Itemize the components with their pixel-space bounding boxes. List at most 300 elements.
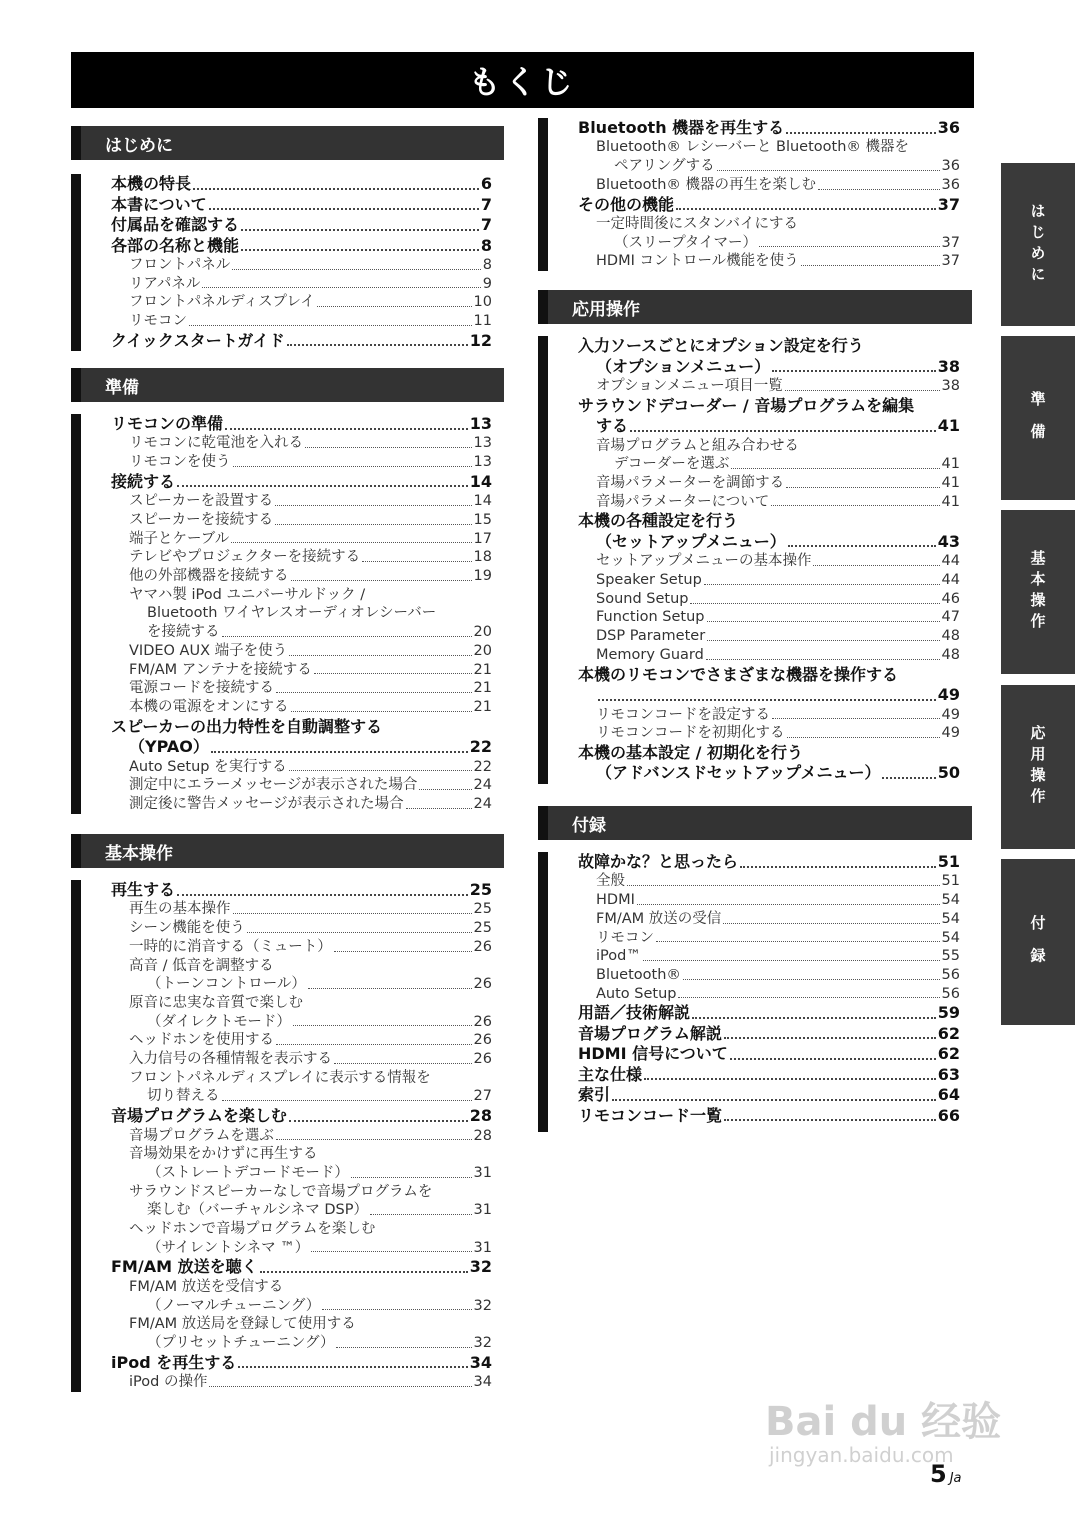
toc-entry (578, 743, 960, 764)
toc-entry (111, 737, 492, 758)
toc-page-number: 7 (480, 215, 492, 234)
dot-leader (772, 718, 940, 719)
dot-leader (785, 390, 940, 391)
toc-entry-title: を接続する (147, 624, 220, 641)
toc-subentry (578, 437, 960, 456)
toc-page-number: 17 (473, 530, 492, 547)
toc-page-number: 14 (473, 493, 492, 510)
toc-entry-title: （スリープタイマー） (614, 234, 757, 251)
toc-entry-title: Bluetooth® レシーバーと Bluetooth® 機器を (596, 139, 910, 156)
toc-entry-title: VIDEO AUX 端子を使う (129, 642, 288, 659)
toc-subentry (111, 492, 492, 511)
toc-subentry (111, 1127, 492, 1146)
toc-entry-title: 一定時間後にスタンバイにする (596, 216, 798, 233)
toc-page-number: 48 (941, 646, 960, 663)
toc-subentry (578, 252, 960, 271)
dot-leader (322, 1309, 471, 1310)
section-title: 付録 (538, 806, 972, 840)
toc-entry-title: （ストレートデコードモード） (147, 1164, 349, 1181)
toc-subentry (111, 642, 492, 661)
dot-leader (370, 1214, 472, 1215)
toc-entry (111, 195, 492, 216)
toc-entry-title: HDMI (596, 892, 635, 909)
toc-subentry (111, 1087, 492, 1106)
toc-subentry (578, 176, 960, 195)
toc-page-number: 26 (473, 1032, 492, 1049)
side-tab-furoku[interactable]: 付 録 (1001, 859, 1075, 1025)
toc-subentry (578, 493, 960, 512)
toc-page-number: 51 (941, 873, 960, 890)
toc-subentry (111, 1220, 492, 1239)
toc-entry (111, 414, 492, 435)
toc-page-number: 49 (941, 706, 960, 723)
toc-subentry (578, 910, 960, 929)
toc-page-number: 34 (473, 1374, 492, 1391)
toc-subentry (578, 891, 960, 910)
toc-subentry (578, 474, 960, 493)
toc-page-number: 25 (473, 920, 492, 937)
toc-page-number: 51 (937, 852, 960, 871)
toc-page-number: 12 (469, 330, 492, 350)
toc-page-number: 66 (937, 1105, 960, 1125)
toc-entry-title: 各部の名称と機能 (111, 235, 240, 255)
toc-subentry (111, 1373, 492, 1392)
toc-page-number: 13 (469, 414, 492, 433)
toc-entry-title: リモコンの準備 (111, 414, 224, 433)
toc-page-number: 36 (941, 176, 960, 193)
toc-entry (111, 331, 492, 352)
toc-entry-title: （セットアップメニュー） (596, 531, 786, 551)
toc-entry-title: （プリセットチューニング） (147, 1334, 335, 1351)
toc-page-number: 32 (469, 1257, 492, 1277)
toc-entry-title: セットアップメニューの基本操作 (596, 553, 812, 570)
toc-subentry (578, 157, 960, 176)
toc-subentry (111, 1297, 492, 1316)
toc-page-number: 41 (941, 493, 960, 510)
toc-page-number: 22 (469, 737, 492, 757)
dot-leader (231, 542, 471, 543)
dot-leader (787, 737, 940, 738)
toc-page-number: 44 (941, 553, 960, 570)
toc-subentry (578, 455, 960, 474)
toc-page-number: 48 (941, 628, 960, 645)
toc-page-number: 10 (473, 294, 492, 311)
toc-entry-title: 入力ソースごとにオプション設定を行う (578, 336, 864, 355)
toc-entry-title: 本機の各種設定を行う (578, 511, 739, 531)
dot-leader (351, 1177, 472, 1178)
toc-subentry (111, 1013, 492, 1032)
toc-subentry (111, 938, 492, 957)
toc-page-number: 28 (473, 1127, 492, 1144)
dot-leader (818, 189, 940, 190)
dot-leader (334, 951, 472, 952)
dot-leader (308, 988, 472, 989)
dot-leader (241, 229, 479, 231)
toc-page-number: 54 (941, 910, 960, 927)
dot-leader (291, 580, 472, 581)
toc-entry (111, 1257, 492, 1278)
toc-entry (578, 396, 960, 417)
dot-leader (644, 1078, 936, 1080)
toc-subentry (111, 293, 492, 312)
dot-leader (759, 246, 940, 247)
toc-page-number: 41 (941, 456, 960, 473)
toc-subentry (578, 571, 960, 590)
dot-leader (706, 659, 940, 660)
toc-page-number: 9 (482, 275, 492, 292)
toc-entry-title: Function Setup (596, 609, 705, 626)
dot-leader (211, 751, 468, 753)
toc-subentry (111, 1315, 492, 1334)
section-furoku (538, 806, 972, 1132)
toc-list (538, 336, 972, 784)
toc-page-number: 8 (482, 256, 492, 273)
dot-leader (189, 325, 472, 326)
dot-leader (222, 636, 472, 637)
toc-subentry (578, 609, 960, 628)
toc-page-number: 47 (941, 609, 960, 626)
toc-subentry (578, 724, 960, 743)
toc-entry-title: Bluetooth ワイヤレスオーディオレシーバー (147, 605, 437, 622)
dot-leader (786, 487, 939, 488)
toc-entry-title: Bluetooth 機器を再生する (578, 118, 785, 137)
toc-page-number: 62 (937, 1044, 960, 1064)
toc-subentry (578, 947, 960, 966)
toc-subentry (578, 873, 960, 892)
dot-leader (222, 1100, 472, 1101)
toc-entry-title: ペアリングする (614, 158, 715, 175)
toc-entry-title: 電源コードを接続する (129, 680, 274, 697)
toc-page-number: 37 (937, 194, 960, 214)
toc-page-number: 55 (941, 948, 960, 965)
toc-entry-title: （サイレントシネマ ™） (147, 1239, 310, 1256)
toc-page-number: 28 (469, 1106, 492, 1126)
toc-entry (111, 215, 492, 236)
toc-list (538, 118, 972, 271)
toc-page-number: 56 (941, 966, 960, 983)
toc-subentry (111, 1239, 492, 1258)
dot-leader (786, 132, 936, 134)
dot-leader (723, 923, 939, 924)
toc-entry-title: クイックスタートガイド (111, 330, 285, 350)
toc-subentry (111, 275, 492, 294)
toc-page-number: 56 (941, 985, 960, 1002)
toc-page-number: 18 (473, 549, 492, 566)
toc-subentry (578, 966, 960, 985)
toc-subentry (111, 548, 492, 567)
toc-page-number: 32 (473, 1297, 492, 1314)
toc-entry-title: サラウンドスピーカーなしで音場プログラムを (129, 1183, 433, 1200)
toc-subentry (578, 377, 960, 396)
toc-entry (578, 1044, 960, 1065)
toc-entry-title: する (596, 416, 629, 436)
toc-entry-title: 音場パラメーターについて (596, 493, 770, 510)
toc-entry (111, 236, 492, 257)
dot-leader (276, 692, 472, 693)
toc-page-number: 26 (473, 938, 492, 955)
dot-leader (238, 1366, 468, 1368)
toc-entry-title: Speaker Setup (596, 572, 702, 589)
toc-page-number: 26 (473, 1050, 492, 1067)
toc-entry-title: 再生の基本操作 (129, 901, 231, 918)
toc-entry-title: 測定後に警告メッセージが表示された場合 (129, 795, 404, 812)
toc-entry-title: FM/AM 放送を受信する (129, 1278, 284, 1295)
toc-entry-title: デコーダーを選ぶ (614, 456, 730, 473)
toc-list (71, 880, 504, 1392)
toc-entry (111, 174, 492, 195)
dot-leader (717, 170, 940, 171)
dot-leader (209, 1386, 471, 1387)
toc-entry (111, 1106, 492, 1127)
toc-entry-title: iPod を再生する (111, 1352, 237, 1372)
toc-entry-title: 本機のリモコンでさまざまな機器を操作する (578, 664, 899, 684)
toc-subentry (111, 1164, 492, 1183)
toc-entry-title: リモコンコードを設定する (596, 706, 770, 723)
toc-subentry (111, 605, 492, 624)
toc-subentry (111, 586, 492, 605)
toc-entry (111, 1353, 492, 1374)
toc-entry-title: その他の機能 (578, 194, 675, 214)
toc-page-number: 62 (937, 1023, 960, 1043)
toc-subentry (111, 623, 492, 642)
toc-entry-title: 索引 (578, 1085, 611, 1105)
toc-entry-title: 音場効果をかけずに再生する (129, 1146, 318, 1163)
dot-leader (276, 1044, 472, 1045)
toc-entry (578, 416, 960, 437)
toc-page-number: 36 (941, 158, 960, 175)
dot-leader (276, 1139, 472, 1140)
toc-entry (578, 665, 960, 686)
toc-subentry (111, 994, 492, 1013)
toc-entry-title: 音場プログラム解説 (578, 1023, 722, 1043)
toc-subentry (111, 1183, 492, 1202)
toc-entry-title: ヘッドホンで音場プログラムを楽しむ (129, 1220, 376, 1237)
toc-page-number: 37 (941, 253, 960, 270)
dot-leader (233, 466, 472, 467)
toc-page-number: 20 (473, 624, 492, 641)
dot-leader (232, 269, 481, 270)
toc-entry-title: Auto Setup (596, 985, 677, 1002)
toc-entry-title: 端子とケーブル (129, 530, 230, 547)
toc-entry-title: FM/AM 放送の受信 (596, 910, 722, 927)
dot-leader (656, 941, 940, 942)
watermark-url: jingyan.baidu.com (769, 1443, 954, 1467)
toc-entry-title: 音場プログラムを選ぶ (129, 1127, 274, 1144)
toc-page-number: 44 (941, 572, 960, 589)
toc-subentry (111, 901, 492, 920)
dot-leader (260, 1271, 468, 1273)
toc-page-number: 22 (473, 758, 492, 775)
toc-entry-title: 全般 (596, 873, 625, 890)
side-tab-hajimeni[interactable]: はじめに (1001, 163, 1075, 326)
toc-entry-title: サラウンドデコーダー / 音場プログラムを編集 (578, 395, 915, 415)
toc-entry-title: HDMI コントロール機能を使う (596, 253, 799, 270)
toc-entry-title: 主な仕様 (578, 1064, 643, 1084)
toc-entry-title: リモコンに乾電池を入れる (129, 435, 303, 452)
toc-subentry (111, 1069, 492, 1088)
toc-page-number: 20 (473, 642, 492, 659)
toc-subentry (578, 929, 960, 948)
toc-subentry (111, 661, 492, 680)
toc-entry-title: （ダイレクトモード） (147, 1013, 291, 1030)
toc-page-number: 26 (473, 976, 492, 993)
toc-entry (578, 336, 960, 357)
toc-entry (111, 880, 492, 901)
dot-leader (291, 711, 472, 712)
section-ouyou (538, 290, 972, 784)
toc-entry-title: Sound Setup (596, 590, 689, 607)
toc-entry-title: オプションメニュー項目一覧 (596, 377, 783, 394)
toc-page-number: 41 (941, 475, 960, 492)
watermark-brand: Bai du 经验 (765, 1399, 1002, 1445)
toc-subentry (111, 698, 492, 717)
toc-entry-title: 音場プログラムを楽しむ (111, 1106, 287, 1126)
dot-leader (637, 904, 940, 905)
toc-subentry (111, 256, 492, 275)
section-kihon-continued (538, 118, 972, 271)
toc-entry-title: ヤマハ製 iPod ユニバーサルドック / (129, 586, 366, 603)
dot-leader (730, 1058, 936, 1060)
section-title: はじめに (71, 126, 504, 160)
side-tab-junbi[interactable]: 準 備 (1001, 336, 1075, 500)
toc-entry-title: 音場プログラムと組み合わせる (596, 437, 799, 454)
toc-entry-title: 原音に忠実な音質で楽しむ (129, 994, 303, 1011)
toc-entry (578, 1085, 960, 1106)
dot-leader (317, 306, 472, 307)
dot-leader (683, 979, 940, 980)
dot-leader (177, 894, 468, 896)
dot-leader (692, 1017, 936, 1019)
toc-entry-title: 音場パラメーターを調節する (596, 475, 785, 492)
toc-subentry (111, 679, 492, 698)
toc-entry (578, 1065, 960, 1086)
toc-page-number: 31 (473, 1164, 492, 1181)
toc-subentry (578, 646, 960, 665)
toc-entry-title: リモコン (129, 313, 187, 330)
toc-subentry (111, 453, 492, 472)
toc-subentry (578, 985, 960, 1004)
section-kihon (71, 834, 504, 1392)
dot-leader (406, 808, 472, 809)
dot-leader (362, 561, 471, 562)
toc-entry-title: DSP Parameter (596, 628, 706, 645)
toc-entry-title: HDMI 信号について (578, 1044, 728, 1064)
toc-page-number: 64 (937, 1085, 960, 1105)
side-tab-kihon[interactable]: 基本操作 (1001, 510, 1075, 674)
toc-subentry (111, 1334, 492, 1353)
dot-leader (740, 866, 936, 868)
side-tab-ouyou[interactable]: 応用操作 (1001, 685, 1075, 849)
toc-page-number: 25 (469, 880, 492, 899)
toc-subentry (578, 627, 960, 646)
toc-entry-title: 本機の電源をオンにする (129, 698, 289, 715)
dot-leader (311, 1251, 471, 1252)
toc-page-number: 13 (473, 435, 492, 452)
dot-leader (676, 208, 936, 210)
dot-leader (289, 1120, 468, 1122)
dot-leader (630, 430, 936, 432)
dot-leader (724, 1119, 936, 1121)
toc-page-number: 24 (473, 777, 492, 794)
toc-entry-title: リモコンを使う (129, 454, 231, 471)
dot-leader (225, 428, 468, 430)
toc-entry-title: 再生する (111, 880, 176, 899)
toc-entry-title: 付属品を確認する (111, 215, 240, 234)
toc-subentry (111, 312, 492, 331)
toc-subentry (111, 530, 492, 549)
toc-entry-title: リモコン (596, 929, 654, 946)
toc-subentry (111, 919, 492, 938)
toc-page-number: 14 (469, 471, 492, 491)
toc-subentry (578, 552, 960, 571)
dot-leader (287, 344, 468, 346)
dot-leader (772, 370, 936, 372)
toc-entry-title: フロントパネル (129, 256, 231, 273)
dot-leader (177, 485, 468, 487)
toc-subentry (111, 1031, 492, 1050)
dot-leader (690, 603, 939, 604)
toc-page-number: 31 (473, 1202, 492, 1219)
page-number (930, 1460, 962, 1488)
toc-page-number: 49 (937, 685, 960, 705)
toc-entry-title: Bluetooth® (596, 966, 681, 983)
dot-leader (247, 932, 472, 933)
toc-entry-title: 故障かな？と思ったら (578, 852, 739, 871)
toc-entry-title: リモコンコード一覧 (578, 1105, 723, 1125)
dot-leader (275, 505, 471, 506)
toc-entry-title: FM/AM アンテナを接続する (129, 661, 312, 678)
dot-leader (289, 770, 472, 771)
toc-subentry (111, 975, 492, 994)
toc-entry-title: Bluetooth® 機器の再生を楽しむ (596, 176, 816, 193)
toc-entry-title: フロントパネルディスプレイに表示する情報を (129, 1069, 431, 1086)
dot-leader (275, 524, 471, 525)
toc-page-number: 59 (937, 1003, 960, 1023)
toc-entry-title: （アドバンスドセットアップメニュー） (596, 763, 881, 783)
toc-page-number: 46 (941, 590, 960, 607)
dot-leader (882, 777, 935, 779)
toc-list (538, 852, 972, 1132)
dot-leader (707, 640, 939, 641)
dot-leader (678, 997, 939, 998)
dot-leader (334, 1063, 472, 1064)
page-language: Ja (949, 1471, 962, 1486)
toc-page-number: 54 (941, 929, 960, 946)
dot-leader (771, 505, 939, 506)
toc-entry (111, 472, 492, 493)
toc-entry-title: 切り替える (147, 1088, 220, 1105)
toc-entry-title: スピーカーを設置する (129, 493, 274, 510)
toc-entry-title: ヘッドホンを使用する (129, 1032, 274, 1049)
toc-entry-title: FM/AM 放送を聴く (111, 1257, 258, 1277)
toc-entry (111, 717, 492, 738)
page-number-value: 5 (930, 1460, 947, 1488)
toc-page-number: 6 (480, 174, 492, 193)
toc-entry-title: シーン機能を使う (129, 920, 245, 937)
dot-leader (627, 885, 940, 886)
toc-entry (578, 763, 960, 784)
section-title: 基本操作 (71, 834, 504, 868)
toc-page-number: 38 (941, 377, 960, 394)
toc-subentry (111, 957, 492, 976)
toc-page-number: 21 (473, 680, 492, 697)
toc-entry-title: 高音 / 低音を調整する (129, 957, 274, 974)
toc-page-number: 36 (937, 118, 960, 137)
toc-entry (578, 511, 960, 532)
toc-page-number: 21 (473, 661, 492, 678)
toc-subentry (578, 706, 960, 725)
toc-subentry (111, 795, 492, 814)
